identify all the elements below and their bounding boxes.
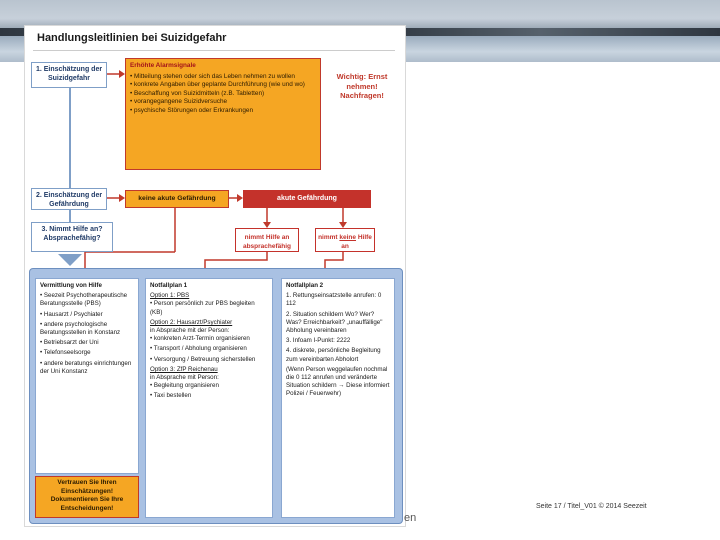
alarm-item: • Beschaffung von Suizidmitteln (z.B. Tabletten) <box>130 89 265 97</box>
plan1-option2-item: • Transport / Abholung organisieren <box>150 345 247 353</box>
plan1-option2-item: • konkreten Arzt-Termin organisieren <box>150 335 250 343</box>
referral-column <box>35 278 139 474</box>
plan1-option2-item: • Versorgung / Betreuung sicherstellen <box>150 355 256 363</box>
flowchart-document <box>24 25 406 527</box>
step-2-box: 2. Einschätzung der Gefährdung <box>31 188 107 210</box>
plan1-heading: Notfallplan 1 <box>150 282 188 289</box>
referral-item: • Hausarzt / Psychiater <box>40 310 103 318</box>
plan2-note: (Wenn Person weggelaufen nochmal die 0 112 anrufen und veränderte Situation schildern → Diese informiert Polizei / Feuerwehr) <box>286 365 390 398</box>
step-3-box: 3. Nimmt Hilfe an? Absprachefähig? <box>31 222 113 252</box>
alarm-heading: Erhöhte Alarmsignale <box>130 62 196 69</box>
title-divider <box>33 50 395 51</box>
document-title: Handlungsleitlinien bei Suizidgefahr <box>37 32 227 44</box>
referral-item: • andere beratungs einrichtungen der Uni Konstanz <box>40 359 132 375</box>
plan2-item: 4. diskrete, persönliche Begleitung zum vereinbarten Abholort <box>286 347 381 363</box>
refuses-text-pre: nimmt <box>318 234 340 241</box>
plan1-option2-intro: in Absprache mit der Person: <box>150 327 230 335</box>
emergency-plan-2-column <box>281 278 395 518</box>
page-footer: Seite 17 / Titel_V01 © 2014 Seezeit <box>536 503 647 510</box>
refuses-text-post: Hilfe an <box>341 234 372 250</box>
referral-item: • Seezeit Psychotherapeutische Beratungsstelle (PBS) <box>40 292 128 308</box>
plan2-item: 1. Rettungseinsatzstelle anrufen: 0 112 <box>286 292 382 308</box>
alarm-item: • vorangegangene Suizidversuche <box>130 98 228 106</box>
plan2-item: 3. Infoam I-Punkt: 2222 <box>286 337 351 345</box>
referral-item: • andere psychologische Beratungsstellen in Konstanz <box>40 320 121 337</box>
alarm-signals-box <box>125 58 321 170</box>
accepts-help-box: nimmt Hilfe an absprachefähig <box>235 228 299 252</box>
stray-text: en <box>404 512 417 524</box>
plan2-item: 2. Situation schildern Wo? Wer? Was? Erreichbarkeit? „unauffällige" Abholung vereinbaren <box>286 310 383 335</box>
plan1-option3-title: Option 3: ZfP Reichenau <box>150 365 218 373</box>
emergency-plan-1-column <box>145 278 273 518</box>
acute-danger-box: akute Gefährdung <box>243 190 371 208</box>
plan1-option1-item: • Person persönlich zur PBS begleiten (KB) <box>150 300 255 316</box>
documentation-hint: Vertrauen Sie Ihren Einschätzungen! Dokumentieren Sie Ihre Entscheidungen! <box>35 476 139 518</box>
referral-heading: Vermittlung von Hilfe <box>40 282 102 289</box>
alarm-item: • psychische Störungen oder Erkrankungen <box>130 106 254 114</box>
refuses-help-box <box>315 228 375 252</box>
plan2-heading: Notfallplan 2 <box>286 282 324 289</box>
alarm-item: • Mitteilung stehen oder sich das Leben nehmen zu wollen <box>130 72 295 80</box>
referral-item: • Betriebsarzt der Uni <box>40 339 99 347</box>
plan1-option1-title: Option 1: PBS <box>150 292 190 300</box>
step-arrow-down <box>58 254 82 266</box>
plan1-option3-item: • Begleitung organisieren <box>150 382 219 390</box>
plan1-option3-intro: in Absprache mit Person: <box>150 374 219 382</box>
plan1-option2-title: Option 2: Hausarzt/Psychiater <box>150 318 233 326</box>
referral-item: • Telefonseelsorge <box>40 349 91 357</box>
plan1-option3-item: • Taxi bestellen <box>150 392 192 400</box>
warning-note: Wichtig: Ernst nehmen! Nachfragen! <box>336 72 388 100</box>
refuses-text-keine: keine <box>339 234 357 241</box>
step-1-box: 1. Einschätzung der Suizidgefahr <box>31 62 107 88</box>
alarm-item: • konkrete Angaben über geplante Durchführung (wie und wo) <box>130 81 305 89</box>
no-acute-danger-box: keine akute Gefährdung <box>125 190 229 208</box>
